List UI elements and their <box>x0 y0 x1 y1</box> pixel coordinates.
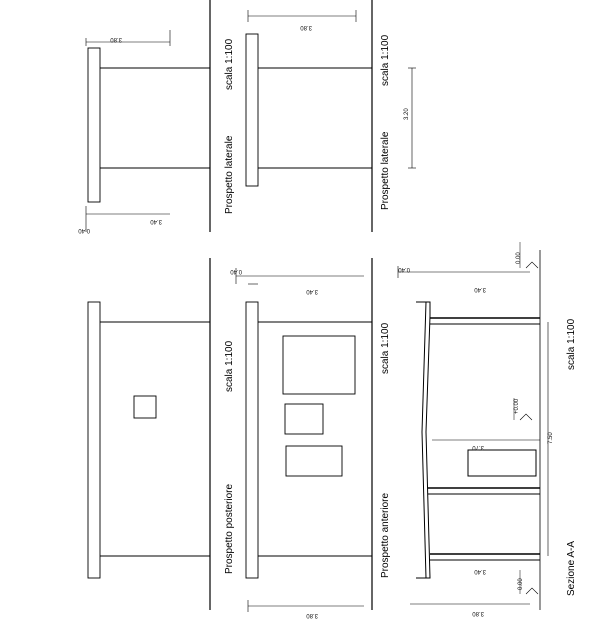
window-small <box>285 404 323 434</box>
section-level-mid: +0.00 <box>514 398 520 414</box>
anterior-dim-length: 3.80 <box>306 612 318 618</box>
anterior-dim-height: 3.40 <box>306 288 318 294</box>
lateral-top-title: Prospetto laterale <box>224 135 235 214</box>
lateral-top-scale: scala 1:100 <box>224 38 235 90</box>
section-dim-inner: 3.70 <box>472 444 484 450</box>
posterior-scale: scala 1:100 <box>224 340 235 392</box>
lateral-bottom-scale: scala 1:100 <box>380 34 391 86</box>
lateral-top-dim-length: 3.80 <box>110 36 122 42</box>
section-scale: scala 1:100 <box>566 318 577 370</box>
section-dim-length: 3.80 <box>472 610 484 616</box>
anterior-scale: scala 1:100 <box>380 322 391 374</box>
anterior-view <box>236 268 372 612</box>
section-opening <box>468 450 536 476</box>
posterior-title: Prospetto posteriore <box>224 483 235 574</box>
lateral-top-dim-height: 3.40 <box>150 218 162 224</box>
section-title: Sezione A-A <box>566 540 577 596</box>
section-dim-total: 7.50 <box>548 432 554 444</box>
lateral-view-top <box>86 30 210 232</box>
section-level-bottom: 0.00 <box>518 578 524 590</box>
lateral-bottom-title: Prospetto laterale <box>380 131 391 210</box>
section-level-top: 0.00 <box>516 252 522 264</box>
anterior-title: Prospetto anteriore <box>380 492 391 578</box>
anterior-dim-offset: 0.40 <box>230 268 242 274</box>
section-dim-height-bottom: 3.40 <box>474 568 486 574</box>
section-view <box>398 242 548 610</box>
lateral-bottom-dim-length: 3.80 <box>300 24 312 30</box>
lateral-bottom-dim-side: 3.20 <box>404 108 410 120</box>
section-dim-height-top: 3.40 <box>474 286 486 292</box>
section-dim-offset: 0.40 <box>398 266 410 272</box>
small-window <box>134 396 156 418</box>
posterior-view <box>88 302 210 578</box>
lateral-top-dim-offset: 0.40 <box>78 227 90 233</box>
window-medium <box>286 446 342 476</box>
window-large <box>283 336 355 394</box>
